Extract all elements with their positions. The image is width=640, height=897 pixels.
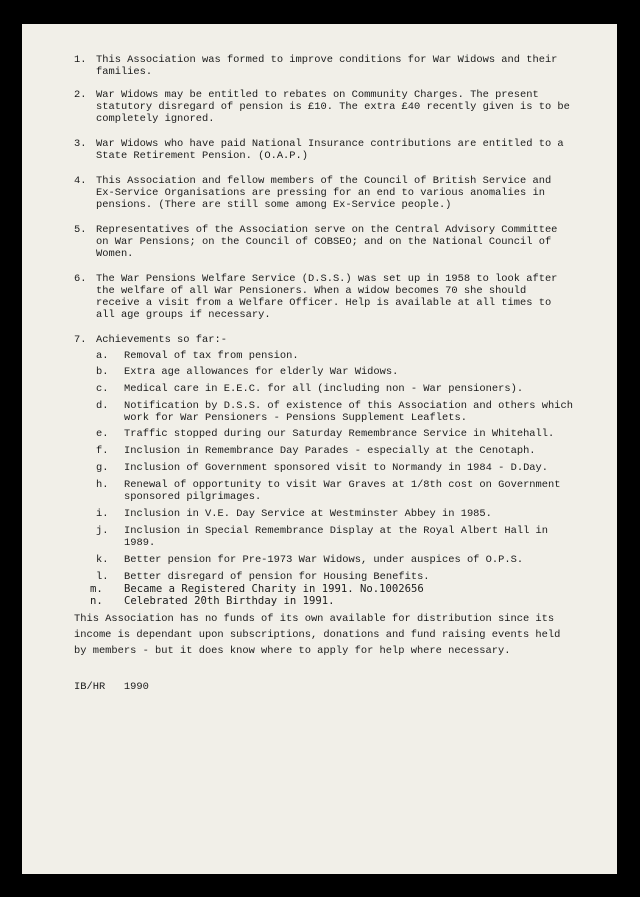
achievement-text: Better pension for Pre-1973 War Widows, under auspices of O.P.S.: [124, 554, 524, 566]
achievement-letter: l.: [96, 571, 109, 583]
achievement-item-k: [74, 554, 574, 566]
achievement-text: Became a Registered Charity in 1991. No.1002656: [124, 583, 424, 595]
item-text: Representatives of the Association serve on the Central Advisory Committee on War Pensions; on the Council of COBSEO; and on the National Council of Women.: [96, 224, 558, 260]
item-text: War Widows may be entitled to rebates on Community Charges. The present statutory disregard of pension is £10. The extra £40 recently given is to be completely ignored.: [96, 89, 570, 125]
document-body: [74, 54, 574, 693]
achievement-text: Medical care in E.E.C. for all (including non - War pensioners).: [124, 383, 524, 395]
achievement-item-m: [74, 583, 574, 595]
achievement-letter: i.: [96, 508, 109, 520]
numbered-item-2: [74, 89, 574, 125]
achievement-letter: g.: [96, 462, 109, 474]
closing-paragraph: This Association has no funds of its own available for distribution since its income is dependant upon subscriptions, donations and fund raising events held by members - but it does know where to apply for help where necessary.: [74, 613, 561, 657]
numbered-item-7: [74, 334, 574, 346]
achievement-letter: j.: [96, 525, 109, 537]
item-number: 2.: [74, 89, 87, 101]
item-number: 7.: [74, 334, 87, 346]
achievement-item-a: [74, 350, 574, 362]
achievement-text: Removal of tax from pension.: [124, 350, 299, 362]
achievement-item-i: [74, 508, 574, 520]
item-text: This Association was formed to improve conditions for War Widows and their families.: [96, 54, 558, 78]
achievement-letter: e.: [96, 428, 109, 440]
achievement-text: Renewal of opportunity to visit War Graves at 1/8th cost on Government sponsored pilgrimages.: [124, 479, 561, 503]
achievement-item-j: [74, 525, 574, 549]
achievement-text: Inclusion of Government sponsored visit to Normandy in 1984 - D.Day.: [124, 462, 549, 474]
item-text: The War Pensions Welfare Service (D.S.S.) was set up in 1958 to look after the welfare of all War Pensioners. When a widow becomes 70 she should receive a visit from a Welfare Officer. Help is available at all times to all age groups if necessary.: [96, 273, 558, 321]
achievement-letter: c.: [96, 383, 109, 395]
numbered-item-1: [74, 54, 574, 78]
item-text: War Widows who have paid National Insurance contributions are entitled to a State Retirement Pension. (O.A.P.): [96, 138, 564, 162]
achievement-item-c: [74, 383, 574, 395]
achievement-item-d: [74, 400, 574, 424]
achievement-letter: h.: [96, 479, 109, 491]
achievement-item-l: [74, 571, 574, 583]
item-number: 3.: [74, 138, 87, 150]
numbered-item-3: [74, 138, 574, 162]
achievement-item-e: [74, 428, 574, 440]
numbered-item-5: [74, 224, 574, 260]
achievement-text: Inclusion in Special Remembrance Display at the Royal Albert Hall in 1989.: [124, 525, 549, 549]
achievement-text: Notification by D.S.S. of existence of this Association and others which work for War Pensioners - Pensions Supplement Leaflets.: [124, 400, 573, 424]
item-number: 5.: [74, 224, 87, 236]
achievement-letter: a.: [96, 350, 109, 362]
numbered-item-4: [74, 175, 574, 211]
achievement-text: Inclusion in V.E. Day Service at Westminster Abbey in 1985.: [124, 508, 492, 520]
achievement-item-h: [74, 479, 574, 503]
item-text: Achievements so far:-: [96, 334, 227, 346]
numbered-item-6: [74, 273, 574, 321]
item-number: 6.: [74, 273, 87, 285]
achievement-item-g: [74, 462, 574, 474]
achievement-text: Extra age allowances for elderly War Widows.: [124, 366, 399, 378]
achievement-text: Celebrated 20th Birthday in 1991.: [124, 595, 335, 607]
achievement-letter: m.: [90, 583, 103, 595]
achievement-letter: k.: [96, 554, 109, 566]
document-reference: IB/HR 1990: [74, 681, 149, 693]
achievement-item-b: [74, 366, 574, 378]
achievement-text: Inclusion in Remembrance Day Parades - especially at the Cenotaph.: [124, 445, 536, 457]
achievement-text: Traffic stopped during our Saturday Remembrance Service in Whitehall.: [124, 428, 555, 440]
achievement-letter: b.: [96, 366, 109, 378]
document-page: [22, 24, 617, 874]
achievement-item-f: [74, 445, 574, 457]
achievement-letter: d.: [96, 400, 109, 412]
item-text: This Association and fellow members of the Council of British Service and Ex-Service Organisations are pressing for an end to various anomalies in pensions. (There are still some among Ex-Service people.): [96, 175, 552, 211]
achievement-letter: n.: [90, 595, 103, 607]
item-number: 1.: [74, 54, 87, 66]
achievement-text: Better disregard of pension for Housing Benefits.: [124, 571, 430, 583]
item-number: 4.: [74, 175, 87, 187]
achievement-letter: f.: [96, 445, 109, 457]
achievement-item-n: [74, 595, 574, 607]
